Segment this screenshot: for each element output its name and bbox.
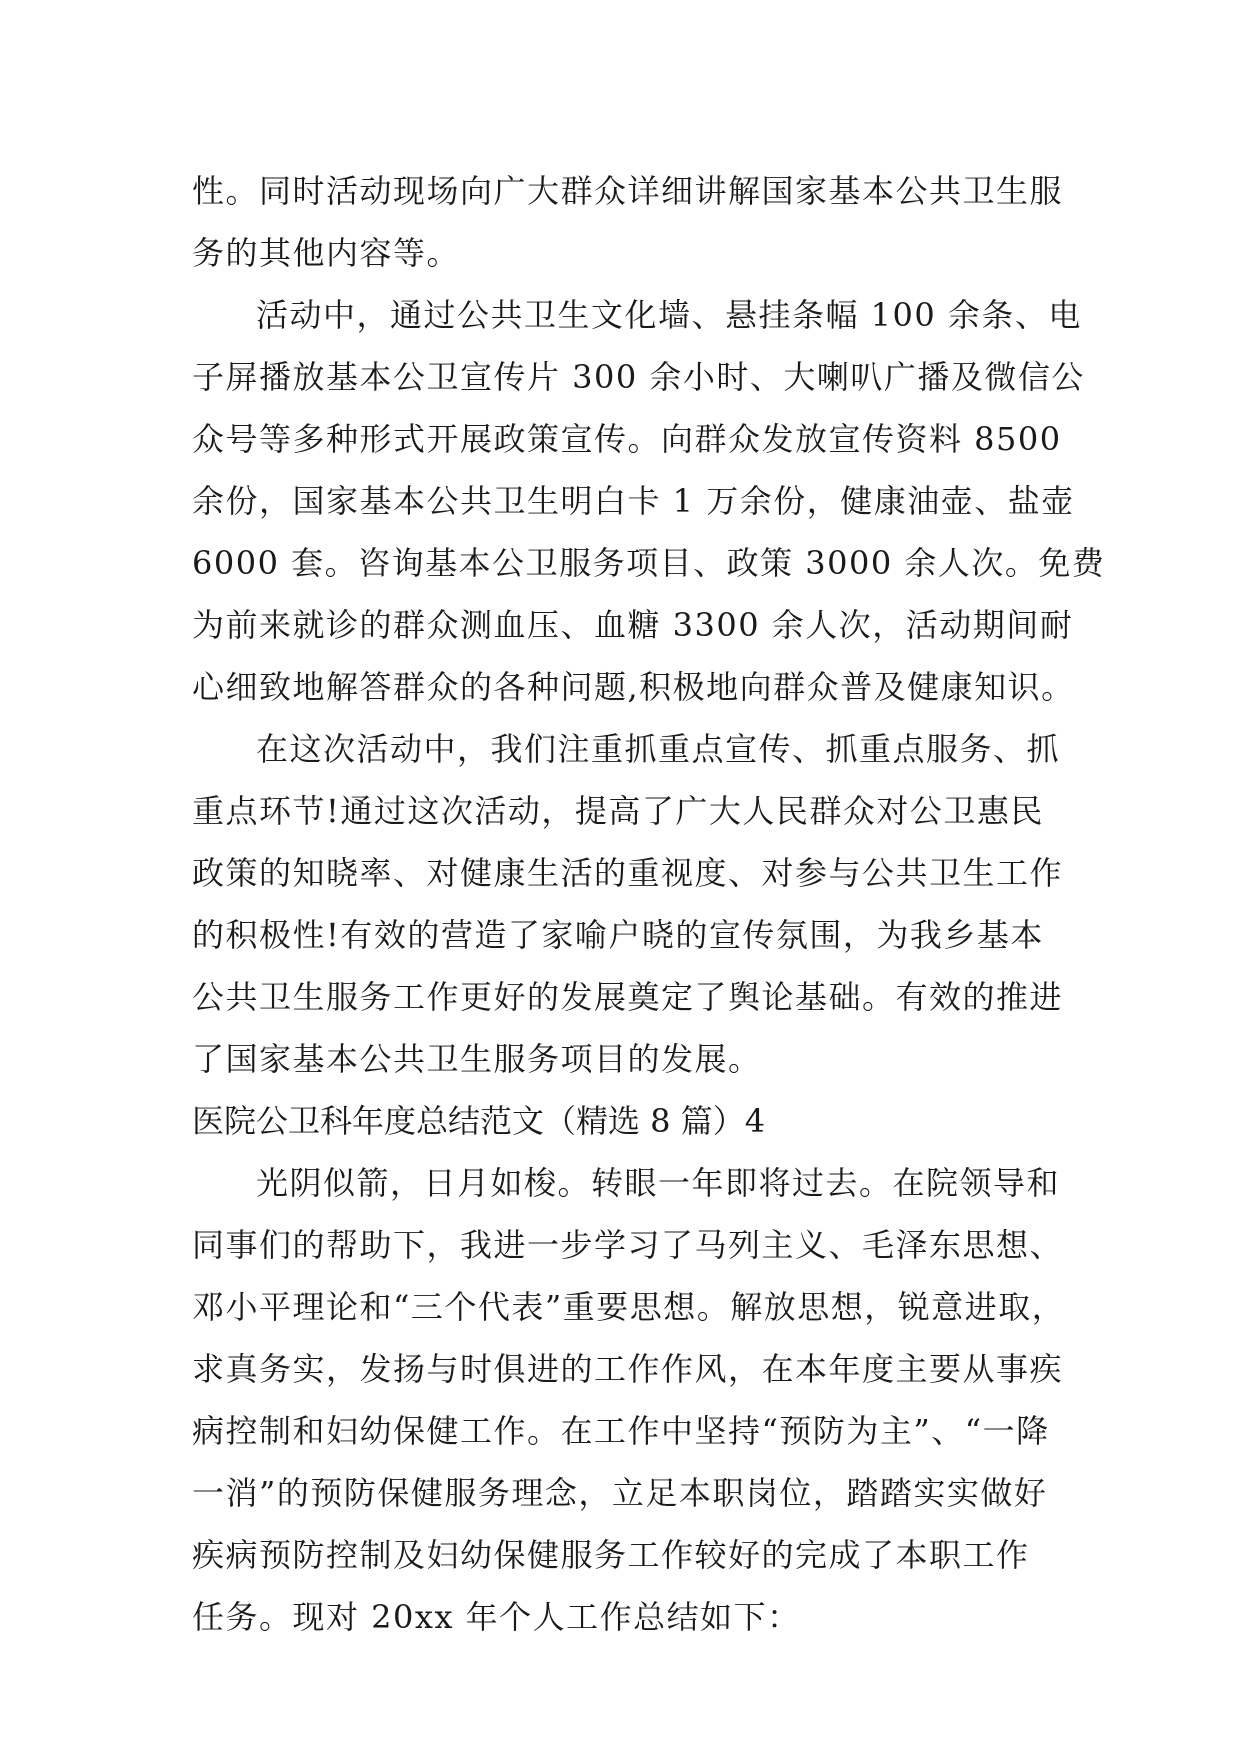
text-line: 余份，国家基本公共卫生明白卡 1 万余份，健康油壶、盐壶: [192, 482, 1075, 520]
text-line: 同事们的帮助下，我进一步学习了马列主义、毛泽东思想、: [192, 1226, 1064, 1264]
text-line: 邓小平理论和“三个代表”重要思想。解放思想，锐意进取，: [192, 1288, 1066, 1326]
text-line: 务的其他内容等。: [192, 234, 461, 272]
text-line: 求真务实，发扬与时俱进的工作作风，在本年度主要从事疾: [192, 1350, 1064, 1388]
text-line: 众号等多种形式开展政策宣传。向群众发放宣传资料 8500: [192, 420, 1062, 458]
text-line: 心细致地解答群众的各种问题,积极地向群众普及健康知识。: [192, 668, 1075, 706]
text-line: 性。同时活动现场向广大群众详细讲解国家基本公共卫生服: [192, 172, 1064, 210]
document-body: [192, 160, 1106, 1648]
text-line: 政策的知晓率、对健康生活的重视度、对参与公共卫生工作: [192, 854, 1064, 892]
paragraph-start-line: 活动中，通过公共卫生文化墙、悬挂条幅 100 余条、电: [256, 296, 1082, 334]
text-line: 的积极性!有效的营造了家喻户晓的宣传氛围，为我乡基本: [192, 916, 1044, 954]
text-line: 公共卫生服务工作更好的发展奠定了舆论基础。有效的推进: [192, 978, 1064, 1016]
text-line: 任务。现对 20xx 年个人工作总结如下：: [192, 1598, 801, 1636]
text-line: 子屏播放基本公卫宣传片 300 余小时、大喇叭广播及微信公: [192, 358, 1085, 396]
text-line: 了国家基本公共卫生服务项目的发展。: [192, 1040, 762, 1078]
text-line: 重点环节!通过这次活动，提高了广大人民群众对公卫惠民: [192, 792, 1044, 830]
text-line: 疾病预防控制及妇幼保健服务工作较好的完成了本职工作: [192, 1536, 1030, 1574]
text-line: 6000 套。咨询基本公卫服务项目、政策 3000 余人次。免费: [192, 544, 1106, 582]
text-line: 一消”的预防保健服务理念，立足本职岗位，踏踏实实做好: [192, 1474, 1048, 1512]
text-line: 为前来就诊的群众测血压、血糖 3300 余人次，活动期间耐: [192, 606, 1074, 644]
text-line: 病控制和妇幼保健工作。在工作中坚持“预防为主”、“一降: [192, 1412, 1050, 1450]
paragraph-start-line: 在这次活动中，我们注重抓重点宣传、抓重点服务、抓: [256, 730, 1061, 768]
paragraph-start-line: 光阴似箭，日月如梭。转眼一年即将过去。在院领导和: [256, 1164, 1061, 1202]
section-heading: 医院公卫科年度总结范文（精选 8 篇）4: [192, 1102, 766, 1140]
